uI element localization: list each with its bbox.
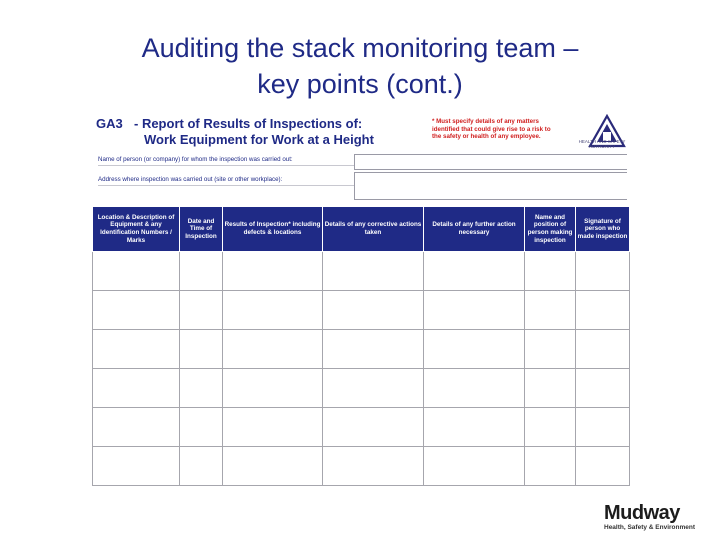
- header-further-action: Details of any further action necessary: [424, 207, 525, 252]
- form-code: GA3: [96, 116, 123, 131]
- table-row: [93, 330, 630, 369]
- table-cell[interactable]: [180, 291, 223, 330]
- address-field[interactable]: [354, 172, 627, 200]
- header-inspector-name: Name and position of person making inspection: [525, 207, 576, 252]
- table-cell[interactable]: [323, 369, 424, 408]
- table-cell[interactable]: [223, 252, 323, 291]
- header-location: Location & Description of Equipment & any Identification Numbers / Marks: [93, 207, 180, 252]
- form-note: * Must specify details of any matters identified that could give rise to a risk to the safety or health of any employee.: [432, 118, 551, 140]
- header-results: Results of Inspection* including defects & locations: [223, 207, 323, 252]
- table-cell[interactable]: [576, 291, 630, 330]
- table-cell[interactable]: [576, 447, 630, 486]
- inspection-table: [92, 206, 630, 486]
- table-cell[interactable]: [180, 447, 223, 486]
- form-title-line1: - Report of Results of Inspections of:: [134, 116, 363, 131]
- table-cell[interactable]: [323, 447, 424, 486]
- table-cell[interactable]: [93, 330, 180, 369]
- table-cell[interactable]: [93, 291, 180, 330]
- table-cell[interactable]: [223, 291, 323, 330]
- table-cell[interactable]: [525, 447, 576, 486]
- slide-title: [40, 30, 680, 102]
- table-cell[interactable]: [424, 252, 525, 291]
- table-cell[interactable]: [323, 252, 424, 291]
- table-cell[interactable]: [525, 330, 576, 369]
- slide-title-line1: Auditing the stack monitoring team –: [141, 33, 579, 63]
- mudway-logo-tagline: Health, Safety & Environment: [604, 524, 696, 531]
- table-cell[interactable]: [223, 447, 323, 486]
- table-body: [93, 252, 630, 486]
- table-row: [93, 252, 630, 291]
- table-row: [93, 291, 630, 330]
- table-cell[interactable]: [525, 291, 576, 330]
- table-cell[interactable]: [323, 408, 424, 447]
- address-field-underline: [98, 185, 354, 186]
- table-cell[interactable]: [93, 252, 180, 291]
- header-signature: Signature of person who made inspection: [576, 207, 630, 252]
- table-cell[interactable]: [424, 330, 525, 369]
- table-cell[interactable]: [576, 369, 630, 408]
- table-cell[interactable]: [323, 330, 424, 369]
- table-cell[interactable]: [576, 408, 630, 447]
- header-corrective-actions: Details of any corrective actions taken: [323, 207, 424, 252]
- table-cell[interactable]: [180, 408, 223, 447]
- table-cell[interactable]: [93, 369, 180, 408]
- table-cell[interactable]: [576, 330, 630, 369]
- table-cell[interactable]: [525, 369, 576, 408]
- mudway-logo: [604, 502, 712, 534]
- table-cell[interactable]: [323, 291, 424, 330]
- table-cell[interactable]: [223, 330, 323, 369]
- hse-logo-text: HEALTH AND SAFETY AUTHORITY: [578, 139, 626, 149]
- table-cell[interactable]: [525, 408, 576, 447]
- table-cell[interactable]: [576, 252, 630, 291]
- table-row: [93, 369, 630, 408]
- table-cell[interactable]: [424, 447, 525, 486]
- table-cell[interactable]: [525, 252, 576, 291]
- slide-title-line2: key points (cont.): [257, 69, 463, 99]
- person-field-underline: [98, 165, 354, 166]
- person-field[interactable]: [354, 154, 627, 170]
- table-cell[interactable]: [180, 252, 223, 291]
- table-row: [93, 408, 630, 447]
- hse-logo-icon: [586, 114, 628, 156]
- table-cell[interactable]: [424, 408, 525, 447]
- table-row: [93, 447, 630, 486]
- table-cell[interactable]: [424, 291, 525, 330]
- table-header-row: [93, 207, 630, 252]
- table-cell[interactable]: [424, 369, 525, 408]
- table-cell[interactable]: [223, 369, 323, 408]
- form-title-line2: Work Equipment for Work at a Height: [144, 132, 374, 147]
- table-cell[interactable]: [180, 369, 223, 408]
- table-cell[interactable]: [93, 408, 180, 447]
- table-cell[interactable]: [223, 408, 323, 447]
- address-field-label: Address where inspection was carried out (site or other workplace):: [98, 176, 283, 183]
- person-field-label: Name of person (or company) for whom the inspection was carried out:: [98, 156, 293, 163]
- table-cell[interactable]: [180, 330, 223, 369]
- header-date-time: Date and Time of Inspection: [180, 207, 223, 252]
- table-cell[interactable]: [93, 447, 180, 486]
- mudway-logo-name: Mudway: [604, 502, 680, 524]
- inspection-form: [92, 112, 632, 492]
- form-title: [134, 116, 374, 148]
